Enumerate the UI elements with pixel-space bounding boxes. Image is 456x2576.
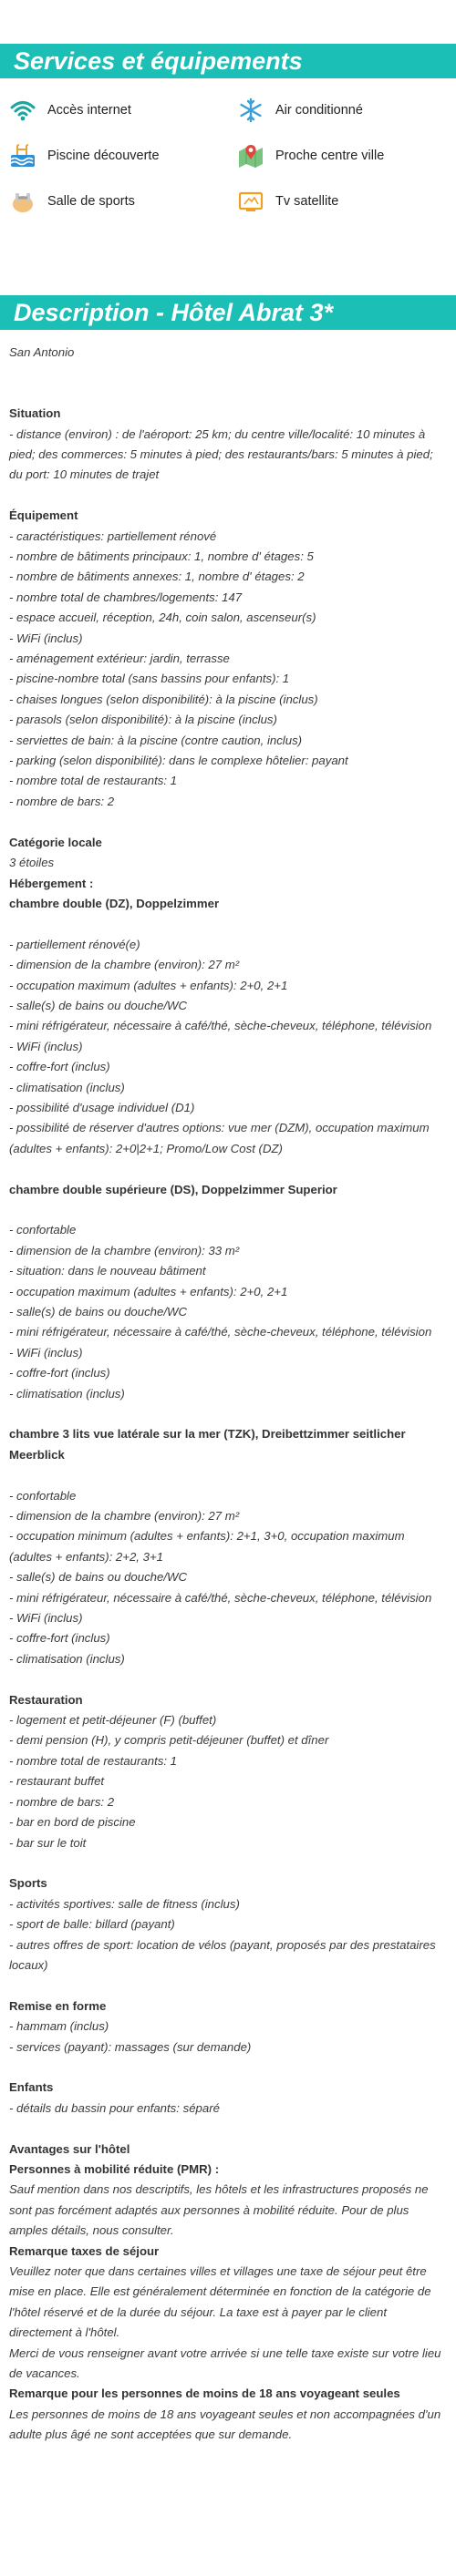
description-line: - occupation maximum (adultes + enfants): 2+0, 2+1 [9, 978, 288, 992]
description-line: - coffre-fort (inclus) [9, 1631, 110, 1646]
description-line: - salle(s) de bains ou douche/WC [9, 1304, 187, 1319]
description-line: - situation: dans le nouveau bâtiment [9, 1264, 206, 1278]
description-line: - coffre-fort (inclus) [9, 1060, 110, 1074]
spacer [9, 914, 447, 934]
service-item-pool [9, 142, 160, 169]
services-section-title: Services et équipements [0, 44, 456, 78]
description-line: - WiFi (inclus) [9, 1345, 83, 1360]
service-item-internet [9, 97, 131, 124]
description-line: Les personnes de moins de 18 ans voyageant seules et non accompagnées d'un adulte plus âgé ne sont acceptées que sur demande. [9, 2407, 441, 2442]
description-line: - aménagement extérieur: jardin, terrasse [9, 652, 230, 666]
services-list [0, 84, 456, 246]
description-line: - parking (selon disponibilité): dans le complexe hôtelier: payant [9, 754, 348, 768]
description-heading: chambre 3 lits vue latérale sur la mer (TZK), Dreibettzimmer seitlicher Meerblick [9, 1427, 406, 1462]
description-line: Veuillez noter que dans certaines villes et villages une taxe de séjour peut être mise en place. Elle est généralement déterminée en fonction de la catégorie de l'hôtel réservé et de la durée du séjour. La taxe est à payer par le client directement à l'hôtel. [9, 2263, 431, 2340]
description-line: - nombre de bars: 2 [9, 1794, 115, 1809]
description-heading: Équipement [9, 508, 78, 523]
spacer [9, 1669, 447, 1689]
description-line: - nombre total de restaurants: 1 [9, 774, 177, 788]
description-line: - sport de balle: billard (payant) [9, 1917, 175, 1932]
service-label: Salle de sports [47, 194, 135, 209]
description-heading: Sports [9, 1876, 47, 1891]
spacer [9, 384, 447, 404]
description-line: - nombre de bâtiments annexes: 1, nombre d' étages: 2 [9, 570, 305, 584]
hotel-description [0, 343, 456, 2446]
description-heading: Situation [9, 406, 61, 421]
description-section-title: Description - Hôtel Abrat 3* [0, 295, 456, 330]
description-line: - climatisation (inclus) [9, 1651, 125, 1666]
spacer [9, 486, 447, 506]
description-line: - mini réfrigérateur, nécessaire à café/thé, sèche-cheveux, téléphone, télévision [9, 1325, 432, 1339]
spacer [9, 812, 447, 832]
description-line: - détails du bassin pour enfants: séparé [9, 2100, 220, 2115]
description-line: San Antonio [9, 345, 75, 359]
description-line: - bar sur le toit [9, 1835, 87, 1850]
spacer [9, 2119, 447, 2139]
description-line: - climatisation (inclus) [9, 1386, 125, 1401]
description-line: - salle(s) de bains ou douche/WC [9, 1570, 187, 1585]
service-item-tv [237, 188, 338, 215]
description-line: - parasols (selon disponibilité): à la piscine (inclus) [9, 713, 277, 727]
description-heading: Remarque pour les personnes de moins de 18 ans voyageant seules [9, 2386, 400, 2401]
description-line: - climatisation (inclus) [9, 1080, 125, 1094]
description-line: - bar en bord de piscine [9, 1815, 136, 1830]
description-heading: Avantages sur l'hôtel [9, 2141, 130, 2156]
description-line: - activités sportives: salle de fitness (inclus) [9, 1896, 240, 1911]
description-line: - possibilité d'usage individuel (D1) [9, 1100, 195, 1114]
service-label: Air conditionné [275, 103, 363, 118]
description-heading: chambre double (DZ), Doppelzimmer [9, 896, 220, 910]
map-pin-icon [237, 142, 264, 169]
description-line: - occupation minimum (adultes + enfants): 2+1, 3+0, occupation maximum (adultes + enfants): 2+2, 3+1 [9, 1529, 405, 1564]
description-heading: Hébergement : [9, 876, 94, 890]
spacer [9, 1404, 447, 1424]
description-line: - WiFi (inclus) [9, 1611, 83, 1626]
description-line: - confortable [9, 1488, 77, 1503]
service-label: Piscine découverte [47, 149, 160, 163]
description-line: - serviettes de bain: à la piscine (contre caution, inclus) [9, 733, 303, 747]
description-line: - possibilité de réserver d'autres options: vue mer (DZM), occupation maximum (adultes + enfants): 2+0|2+1; Promo/Low Cost (DZ) [9, 1121, 430, 1155]
service-label: Tv satellite [275, 194, 339, 209]
description-line: - nombre de bars: 2 [9, 794, 115, 808]
description-line: - hammam (inclus) [9, 2019, 109, 2034]
spacer [9, 1465, 447, 1485]
description-heading: chambre double supérieure (DS), Doppelzimmer Superior [9, 1182, 337, 1196]
snowflake-icon [237, 97, 264, 124]
spacer [9, 363, 447, 383]
service-label: Proche centre ville [275, 149, 385, 163]
description-line: - dimension de la chambre (environ): 33 m² [9, 1243, 240, 1257]
description-line: Merci de vous renseigner avant votre arrivée si une telle taxe existe sur votre lieu de vacances. [9, 2345, 441, 2380]
description-line: - salle(s) de bains ou douche/WC [9, 998, 187, 1012]
spacer [9, 1159, 447, 1179]
description-line: - distance (environ) : de l'aéroport: 25 km; du centre ville/localité: 10 minutes à pied; des commerces: 5 minutes à pied; des restaurants/bars: 5 minutes à pied; du port: 10 minutes de trajet [9, 426, 433, 482]
description-line: - partiellement rénové(e) [9, 937, 140, 951]
tv-icon [237, 188, 264, 215]
description-heading: Restauration [9, 1692, 83, 1707]
description-line: - dimension de la chambre (environ): 27 m² [9, 958, 240, 972]
service-item-aircon [237, 97, 363, 124]
description-line: - restaurant buffet [9, 1774, 105, 1789]
wifi-icon [9, 97, 36, 124]
description-heading: Personnes à mobilité réduite (PMR) : [9, 2161, 220, 2176]
description-line: - WiFi (inclus) [9, 631, 83, 645]
description-line: - nombre de bâtiments principaux: 1, nombre d' étages: 5 [9, 549, 314, 564]
description-line: - caractéristiques: partiellement rénové [9, 529, 217, 543]
description-heading: Remise en forme [9, 1998, 107, 2013]
description-line: 3 étoiles [9, 856, 55, 870]
description-line: - piscine-nombre total (sans bassins pour enfants): 1 [9, 672, 290, 686]
description-line: - chaises longues (selon disponibilité): à la piscine (inclus) [9, 692, 318, 706]
spacer [9, 1200, 447, 1220]
description-line: - WiFi (inclus) [9, 1039, 83, 1053]
description-line: - logement et petit-déjeuner (F) (buffet) [9, 1713, 217, 1728]
description-line: - dimension de la chambre (environ): 27 m² [9, 1509, 240, 1524]
description-line: - services (payant): massages (sur demande) [9, 2039, 252, 2054]
pool-icon [9, 142, 36, 169]
description-line: - occupation maximum (adultes + enfants): 2+0, 2+1 [9, 1284, 288, 1298]
description-line: - mini réfrigérateur, nécessaire à café/thé, sèche-cheveux, téléphone, télévision [9, 1019, 432, 1033]
description-line: - coffre-fort (inclus) [9, 1366, 110, 1380]
description-line: - mini réfrigérateur, nécessaire à café/thé, sèche-cheveux, téléphone, télévision [9, 1590, 432, 1605]
description-line: - autres offres de sport: location de vélos (payant, proposés par des prestataires locaux) [9, 1937, 436, 1972]
description-line: - demi pension (H), y compris petit-déjeuner (buffet) et dîner [9, 1733, 329, 1748]
description-line: - confortable [9, 1223, 77, 1237]
service-item-city-center [237, 142, 384, 169]
description-line: Sauf mention dans nos descriptifs, les hôtels et les infrastructures proposés ne sont pas forcément adaptés aux personnes à mobilité réduite. Pour de plus amples détails, nous consulter. [9, 2182, 429, 2238]
service-item-gym [9, 188, 135, 215]
description-line: - nombre total de chambres/logements: 147 [9, 590, 243, 604]
dumbbell-icon [9, 188, 36, 215]
description-line: - espace accueil, réception, 24h, coin salon, ascenseur(s) [9, 611, 316, 625]
service-label: Accès internet [47, 103, 131, 118]
spacer [9, 1853, 447, 1873]
description-heading: Enfants [9, 2080, 54, 2095]
description-line: - nombre total de restaurants: 1 [9, 1753, 177, 1768]
spacer [9, 1976, 447, 1996]
description-heading: Catégorie locale [9, 835, 102, 849]
spacer [9, 2058, 447, 2078]
description-heading: Remarque taxes de séjour [9, 2243, 160, 2258]
